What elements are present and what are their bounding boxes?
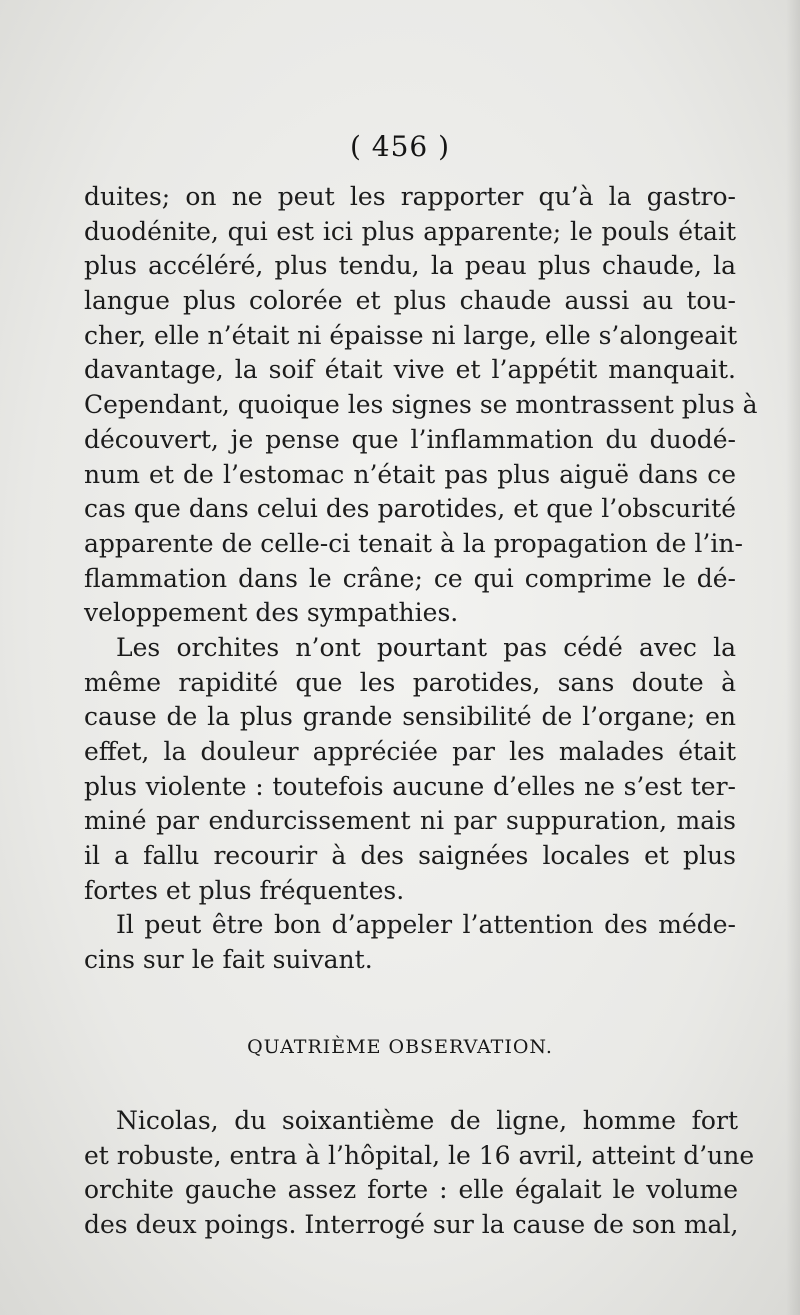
text-line: duites; on ne peut les rapporter qu’à la gastro- <box>84 182 736 211</box>
page-number: ( 456 ) <box>349 130 451 163</box>
text-line: Cependant, quoique les signes se montrassent plus à <box>84 390 758 420</box>
text-line: cause de la plus grande sensibilité de l’organe; en <box>84 702 736 732</box>
text-line: duodénite, qui est ici plus apparente; le pouls était <box>84 216 736 246</box>
text-line: langue plus colorée et plus chaude aussi au tou- <box>84 286 736 316</box>
text-line: effet, la douleur appréciée par les malades était <box>84 737 736 766</box>
text-line: veloppement des sympathies. <box>84 598 459 628</box>
text-line: plus accéléré, plus tendu, la peau plus chaude, la <box>84 251 736 281</box>
text-line: Les orchites n’ont pourtant pas cédé avec la <box>116 632 736 662</box>
text-line: même rapidité que les parotides, sans doute à <box>84 667 736 697</box>
body-text-top <box>84 180 758 978</box>
text-line: des deux poings. Interrogé sur la cause de son mal, <box>84 1209 739 1239</box>
text-line: cas que dans celui des parotides, et que l’obscurité <box>84 494 736 524</box>
text-line: Nicolas, du soixantième de ligne, homme fort <box>116 1106 738 1135</box>
text-line: davantage, la soif était vive et l’appétit manquait. <box>84 355 736 385</box>
body-text-bottom <box>84 1104 755 1242</box>
text-line: cins sur le fait suivant. <box>84 945 373 975</box>
text-line: apparente de celle-ci tenait à la propagation de l’in- <box>84 528 743 558</box>
section-heading: QUATRIÈME OBSERVATION. <box>247 1036 553 1058</box>
page-edge-shadow <box>786 0 800 1315</box>
text-line: découvert, je pense que l’inflammation du duodé- <box>84 424 736 454</box>
text-line: cher, elle n’était ni épaisse ni large, elle s’alongeait <box>84 320 738 350</box>
text-line: Il peut être bon d’appeler l’attention des méde- <box>116 910 736 940</box>
text-line: miné par endurcissement ni par suppuration, mais <box>84 806 736 836</box>
text-line: fortes et plus fréquentes. <box>84 875 405 905</box>
text-line: plus violente : toutefois aucune d’elles ne s’est ter- <box>84 771 736 801</box>
text-line: et robuste, entra à l’hôpital, le 16 avril, atteint d’une <box>84 1140 755 1170</box>
text-line: num et de l’estomac n’était pas plus aiguë dans ce <box>84 459 736 489</box>
text-line: orchite gauche assez forte : elle égalait le volume <box>84 1175 738 1204</box>
text-line: flammation dans le crâne; ce qui comprime le dé- <box>84 563 736 593</box>
text-line: il a fallu recourir à des saignées locales et plus <box>84 841 736 871</box>
